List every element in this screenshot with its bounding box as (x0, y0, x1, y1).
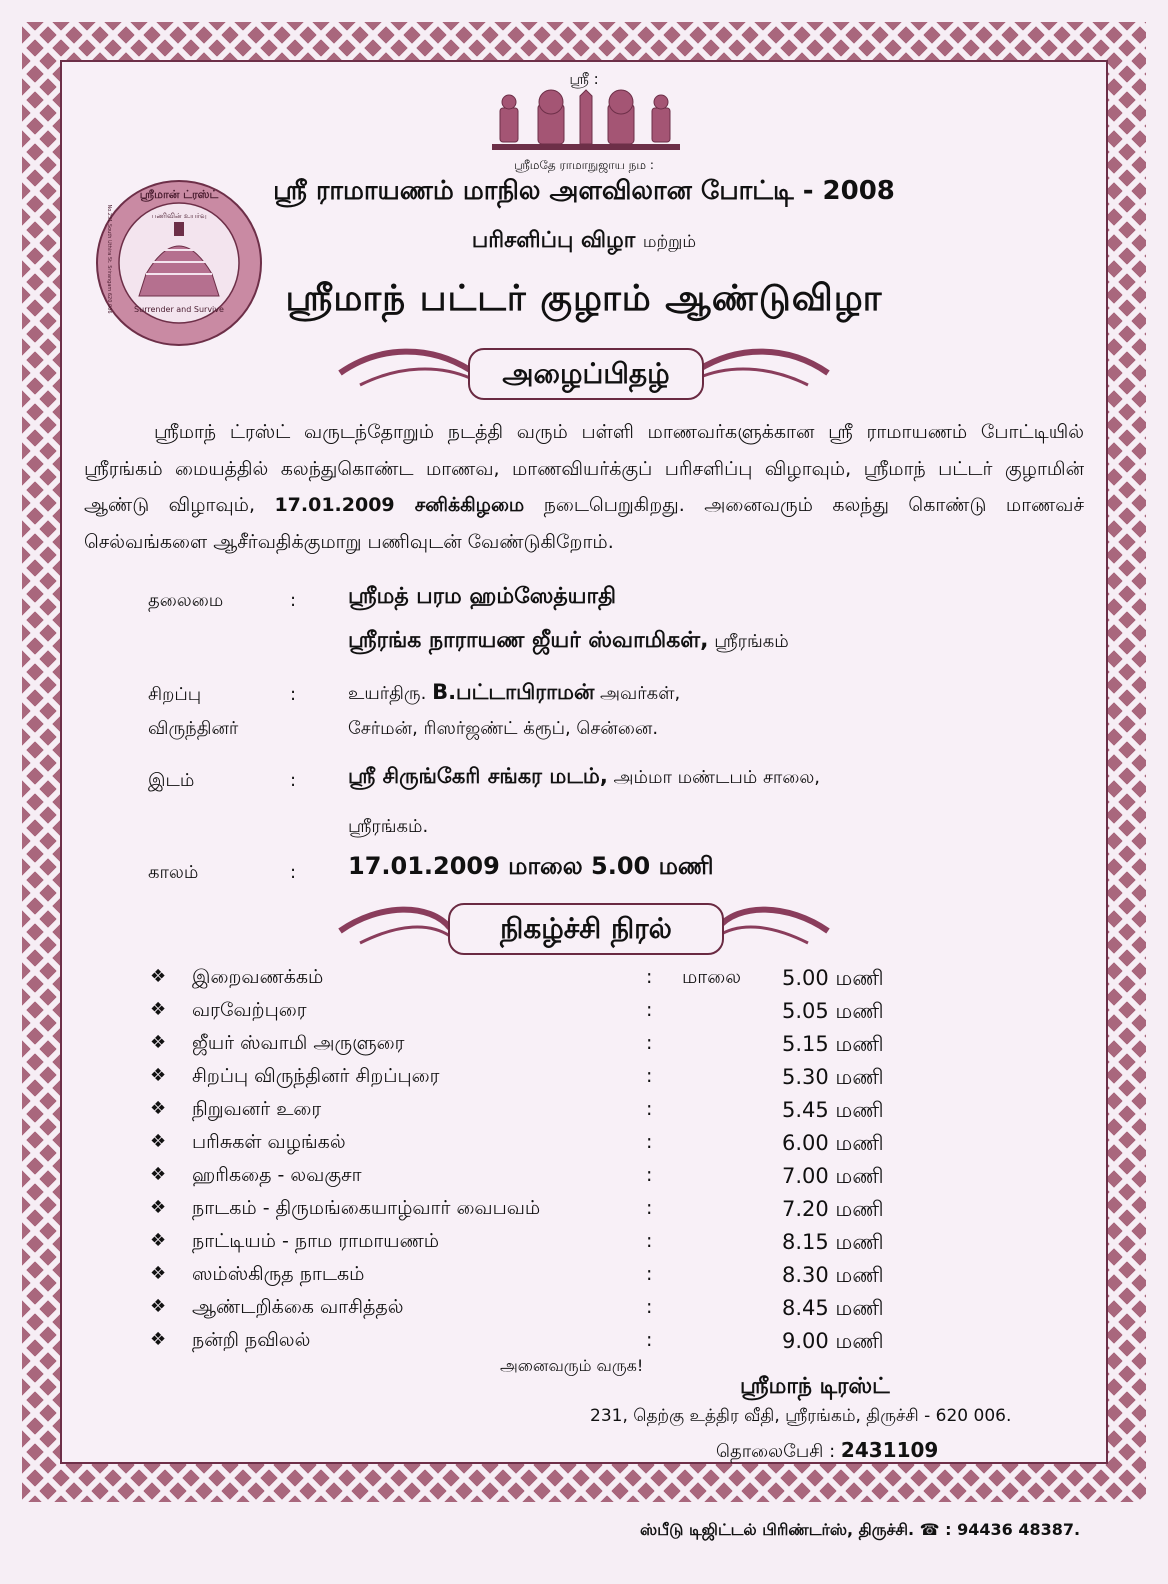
competition-title: ஸ்ரீ ராமாயணம் மாநில அளவிலான போட்டி - 2008 (273, 176, 895, 206)
bullet-icon: ❖ (150, 1329, 167, 1350)
sri-heading: ஸ்ரீ : (569, 70, 599, 88)
time-label: காலம் (148, 862, 199, 883)
program-item-name: நன்றி நவிலல் (192, 1329, 311, 1351)
program-colon: : (646, 1065, 653, 1087)
guest-line2: சேர்மன், ரிஸர்ஜண்ட் க்ரூப், சென்னை. (348, 718, 659, 739)
guest-prefix: உயர்திரு. (348, 683, 427, 704)
bullet-icon: ❖ (150, 966, 167, 987)
program-item-time: 5.15 மணி (782, 1032, 884, 1056)
program-evening: மாலை (682, 966, 741, 988)
logo-side-text: No.231 South Uthira St. Srirangam 620 006 (106, 204, 112, 314)
program-colon: : (646, 966, 653, 988)
program-item-name: சிறப்பு விருந்தினர் சிறப்புரை (192, 1065, 440, 1087)
program-colon: : (646, 1098, 653, 1120)
colon: : (290, 684, 297, 705)
program-item-name: பரிசுகள் வழங்கல் (192, 1131, 346, 1153)
venue-line2: ஸ்ரீரங்கம். (348, 816, 429, 837)
bullet-icon: ❖ (150, 1263, 167, 1284)
program-item-name: வரவேற்புரை (192, 999, 307, 1021)
colon: : (290, 770, 297, 791)
venue-label: இடம் (148, 770, 195, 791)
bullet-icon: ❖ (150, 1164, 167, 1185)
prize-ceremony-text: பரிசளிப்பு விழா (471, 228, 636, 253)
bullet-icon: ❖ (150, 1131, 167, 1152)
program-item-time: 5.30 மணி (782, 1065, 884, 1089)
venue-line1 (348, 764, 820, 791)
intro-part1: ஸ்ரீமாந் ட்ரஸ்ட் வருடந்தோறும் நடத்தி வரும் பள்ளி மாணவர்களுக்கான ஸ்ரீ ராமாயணம் போட்டியில் ஸ்ரீரங்கம் மையத்தில் கலந்துகொண்ட மாணவ, மாணவியர்க்குப் பரிசளிப்பு விழாவும், ஸ்ரீமாந் பட்டர் குழாமின் ஆண்டு விழாவும், (84, 421, 1084, 516)
phone-number: 2431109 (840, 1438, 939, 1462)
bullet-icon: ❖ (150, 1197, 167, 1218)
colon: : (290, 590, 297, 611)
colon: : (290, 862, 297, 883)
bullet-icon: ❖ (150, 1065, 167, 1086)
venue-rest: அம்மா மண்டபம் சாலை, (613, 767, 821, 788)
program-item-name: ஆண்டறிக்கை வாசித்தல் (192, 1296, 404, 1318)
program-item-time: 6.00 மணி (782, 1131, 884, 1155)
program-item-name: ஹரிகதை - லவகுசா (192, 1164, 362, 1186)
anniversary-title: ஸ்ரீமாந் பட்டர் குழாம் ஆண்டுவிழா (285, 278, 883, 319)
program-item-name: ஸம்ஸ்கிருத நாடகம் (192, 1263, 365, 1285)
program-colon: : (646, 1032, 653, 1054)
phone-label: தொலைபேசி : (716, 1441, 836, 1462)
program-item-time: 5.05 மணி (782, 999, 884, 1023)
guest-suffix: அவர்கள், (600, 683, 681, 704)
program-colon: : (646, 1263, 653, 1285)
program-item-name: இறைவணக்கம் (192, 966, 324, 988)
presiding-line1: ஸ்ரீமத் பரம ஹம்ஸேத்யாதி (348, 584, 617, 609)
program-item-time: 7.00 மணி (782, 1164, 884, 1188)
intro-date: 17.01.2009 சனிக்கிழமை (274, 494, 525, 516)
printer-credit: ஸ்பீடு டிஜிட்டல் பிரிண்டர்ஸ், திருச்சி. ☎ : 94436 48387. (640, 1520, 1081, 1539)
logo-top-text: ஸ்ரீமான் ட்ரஸ்ட் (139, 188, 219, 201)
program-item-time: 8.45 மணி (782, 1296, 884, 1320)
presiding-line2 (348, 628, 789, 656)
program-colon: : (646, 1131, 653, 1153)
guest-name: B.பட்டாபிராமன் (432, 680, 595, 704)
program-item-name: ஜீயர் ஸ்வாமி அருளுரை (192, 1032, 405, 1054)
program-colon: : (646, 1296, 653, 1318)
program-colon: : (646, 999, 653, 1021)
bullet-icon: ❖ (150, 1296, 167, 1317)
program-label: நிகழ்ச்சி நிரல் (448, 903, 724, 955)
bullet-icon: ❖ (150, 999, 167, 1020)
trust-logo (94, 178, 264, 348)
invitation-label: அழைப்பிதழ் (468, 348, 704, 400)
logo-motto: பணிவின் உயர்வு (151, 212, 207, 220)
guest-label-2: விருந்தினர் (148, 718, 239, 739)
welcome-text: அனைவரும் வருக! (500, 1356, 644, 1375)
program-item-time: 5.45 மணி (782, 1098, 884, 1122)
presiding-place: ஸ்ரீரங்கம் (714, 631, 789, 652)
bullet-icon: ❖ (150, 1032, 167, 1053)
intro-paragraph (84, 414, 1084, 560)
time-value: 17.01.2009 மாலை 5.00 மணி (348, 852, 714, 880)
program-item-name: நாட்டியம் - நாம ராமாயணம் (192, 1230, 440, 1252)
and-text: மற்றும் (642, 232, 697, 252)
trust-name: ஸ்ரீமாந் டிரஸ்ட் (740, 1374, 890, 1399)
deity-emblem-icon (492, 88, 680, 154)
venue-name: ஸ்ரீ சிருங்கேரி சங்கர மடம், (348, 764, 608, 788)
presiding-name: ஸ்ரீரங்க நாராயண ஜீயர் ஸ்வாமிகள், (348, 628, 709, 653)
bullet-icon: ❖ (150, 1230, 167, 1251)
program-item-name: நாடகம் - திருமங்கையாழ்வார் வைபவம் (192, 1197, 541, 1219)
guest-line1 (348, 680, 680, 707)
program-colon: : (646, 1230, 653, 1252)
program-colon: : (646, 1164, 653, 1186)
presiding-label: தலைமை (148, 590, 224, 611)
program-item-time: 5.00 மணி (782, 966, 884, 990)
program-item-time: 8.30 மணி (782, 1263, 884, 1287)
bullet-icon: ❖ (150, 1098, 167, 1119)
intro-part2: நடைபெறுகிறது. அனைவரும் கலந்து கொண்டு மாணவச் செல்வங்களை ஆசீர்வதிக்குமாறு பணிவுடன் வேண்டுகிறோம். (84, 494, 1085, 553)
trust-phone (716, 1438, 938, 1464)
namah-line: ஸ்ரீமதே ராமாநுஜாய நம : (514, 158, 654, 172)
logo-tagline: Surrender and Survive (134, 305, 224, 314)
program-item-time: 9.00 மணி (782, 1329, 884, 1353)
trust-address: 231, தெற்கு உத்திர வீதி, ஸ்ரீரங்கம், திருச்சி - 620 006. (590, 1406, 1012, 1426)
program-item-name: நிறுவனர் உரை (192, 1098, 322, 1120)
guest-label-1: சிறப்பு (148, 684, 202, 705)
program-item-time: 7.20 மணி (782, 1197, 884, 1221)
program-colon: : (646, 1329, 653, 1351)
program-colon: : (646, 1197, 653, 1219)
program-item-time: 8.15 மணி (782, 1230, 884, 1254)
